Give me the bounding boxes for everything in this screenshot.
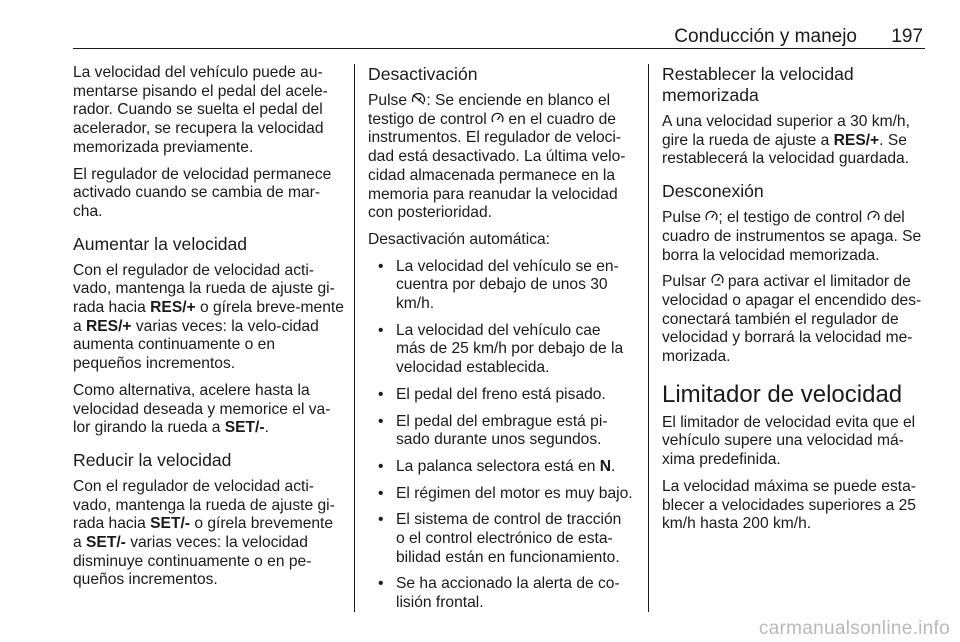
watermark: carmanualsonline.info [758,618,950,639]
column-divider-1 [354,64,355,612]
paragraph-intro: La velocidad del vehículo puede au-mentarse pisando el pedal del acele-rador. Cuando se suelta el pedal del acelerador, se recupera la velocidad memorizada previamente. [73,64,328,156]
cruise-cancel-icon [411,92,426,111]
paragraph-limitador-desc: El limitador de velocidad evita que el vehículo supere una velocidad má-xima predefinida. [662,413,916,469]
paragraph-gear-change: El regulador de velocidad permanece activado cuando se cambia de mar-cha. [73,165,332,220]
heading-aumentar: Aumentar la velocidad [73,233,248,254]
paragraph-reducir: Con el regulador de velocidad acti-vado, mantenga la rueda de ajuste gi-rada hacia SET/- o gírela brevemente a SET/- varias veces: la velocidad disminuye continuamente o en pe-queños incrementos. [73,477,335,589]
heading-limitador: Limitador de velocidad [662,380,903,408]
column-left [73,64,345,598]
heading-reducir: Reducir la velocidad [73,449,232,470]
paragraph-aumentar: Con el regulador de velocidad acti-vado, mantenga la rueda de ajuste gi-rada hacia RES/+ o gírela breve-mente a RES/+ varias veces: la velo-cidad aumenta continuamente o en pequeños incrementos. [73,261,344,373]
paragraph-auto-desactivacion: Desactivación automática: [368,230,551,248]
heading-desconexion: Desconexión [662,181,764,202]
list-item: • La palanca selectora está en N. [368,458,634,477]
paragraph-limitador-boton: Pulsar para activar el limitador de velocidad o apagar el encendido des-conectará también el regulador de velocidad y borrará la velocidad me-morizada. [662,273,922,366]
auto-deactivation-list [368,258,634,613]
section-title: Conducción y manejo [674,26,857,47]
page-header [73,18,925,49]
paragraph-restablecer: A una velocidad superior a 30 km/h, gire la rueda de ajuste a RES/+. Se restablecerá la velocidad guardada. [662,113,910,168]
list-item: • La velocidad del vehículo se en-cuentra por debajo de unos 30 km/h. [368,258,634,314]
paragraph-desconexion: Pulse ; el testigo de control del cuadro de instrumentos se apaga. Se borra la velocidad memorizada. [662,209,922,264]
column-middle [368,64,634,621]
list-item: • El pedal del embrague está pi-sado durante unos segundos. [368,413,634,450]
column-divider-2 [648,64,649,612]
heading-desactivacion: Desactivación [368,64,478,84]
paragraph-desactivacion: Pulse : Se enciende en blanco el testigo de control en el cuadro de instrumentos. El regulador de veloci-dad está desactivado. La última velo-cidad almacenada permanece en la memoria para reanudar la velocidad con posterioridad. [368,92,626,222]
list-item: • El pedal del freno está pisado. [368,386,634,405]
speed-limiter-icon [711,273,724,292]
heading-restablecer: Restablecer la velocidad memorizada [662,64,854,105]
list-item: • La velocidad del vehículo cae más de 25 km/h por debajo de la velocidad establecida. [368,322,634,378]
cruise-control-icon [867,209,880,228]
cruise-control-icon [491,111,504,130]
paragraph-alternativa: Como alternativa, acelere hasta la velocidad deseada y memorice el va-lor girando la rueda a SET/-. [73,381,331,437]
page-number: 197 [891,26,923,47]
paragraph-limitador-rango: La velocidad máxima se puede esta-blecer a velocidades superiores a 25 km/h hasta 200 km/h. [662,477,916,533]
list-item: • El sistema de control de tracción o el control electrónico de esta-bilidad están en funcionamiento. [368,511,634,567]
column-right [662,64,926,542]
list-item: • El régimen del motor es muy bajo. [368,485,634,504]
cruise-control-icon [705,209,718,228]
list-item: • Se ha accionado la alerta de co-lisión frontal. [368,575,634,612]
